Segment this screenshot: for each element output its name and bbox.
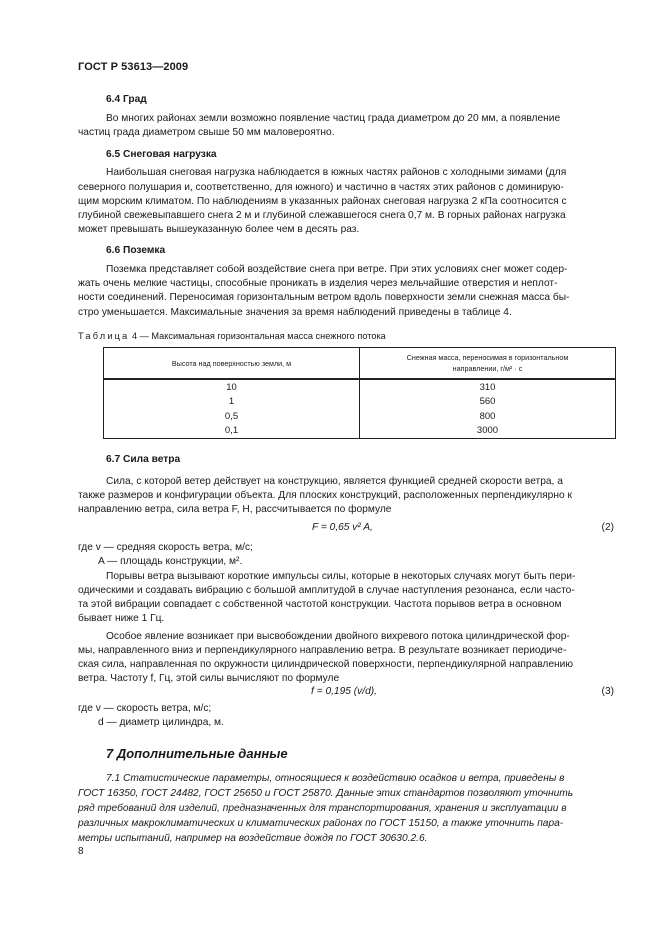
where-line: A — площадь конструкции, м².: [98, 556, 243, 567]
formula-2: F = 0,65 v² A,: [312, 522, 373, 533]
table-row: [104, 424, 616, 439]
equation-number-3: (3): [601, 686, 614, 697]
table-header-line: Снежная масса, переносимая в горизонтальном: [406, 353, 569, 362]
table-cell: 800: [360, 409, 616, 424]
text-line: направлению ветра, сила ветра F, Н, рассчитывается по формуле: [78, 504, 392, 515]
text-line: ряд требований для изделий, предназначенных для транспортирования, хранения и эксплуатации в: [78, 803, 567, 814]
text-line: жать очень мелкие частицы, способные проникать в изделия через мельчайшие отверстия и неплот-: [78, 278, 558, 289]
text-line: 7.1 Статистические параметры, относящиеся к воздействию осадков и ветра, приведены в: [106, 773, 565, 784]
table-cell: 10: [104, 380, 360, 395]
table-row: [104, 409, 616, 424]
table-cell: 3000: [360, 424, 616, 439]
section-6-5-title: 6.5 Снеговая нагрузка: [106, 149, 217, 160]
section-6-7-title: 6.7 Сила ветра: [106, 454, 181, 465]
table-header-snow-mass: [360, 348, 616, 380]
text-line: метры испытаний, например на воздействие дождя по ГОСТ 30630.2.6.: [78, 833, 428, 844]
text-line: Поземка представляет собой воздействие снега при ветре. При этих условиях снег может содер-: [106, 264, 568, 275]
text-line: Сила, с которой ветер действует на конструкцию, является функцией средней скорости ветра, а: [106, 476, 563, 487]
table-cell: 1: [104, 395, 360, 410]
text-line: частиц града диаметром свыше 50 мм маловероятно.: [78, 127, 335, 138]
text-line: одическими и создавать вибрацию с большой амплитудой в случае наступления резонанса, если часто-: [78, 585, 575, 596]
snow-flow-table: [103, 347, 616, 439]
text-line: ГОСТ 16350, ГОСТ 24482, ГОСТ 25650 и ГОСТ 25870. Данные этих стандартов позволяют уточнить: [78, 788, 574, 799]
table-cell: 0,5: [104, 409, 360, 424]
text-line: ская сила, направленная по окружности цилиндрической поверхности, перпендикулярной направлению: [78, 659, 573, 670]
table-cell: 310: [360, 380, 616, 395]
document-header: ГОСТ Р 53613—2009: [78, 61, 189, 73]
text-line: бывает ниже 1 Гц.: [78, 613, 165, 624]
table-cell: 0,1: [104, 424, 360, 439]
table-caption-text: 4 — Максимальная горизонтальная масса снежного потока: [129, 331, 386, 341]
section-6-4-title: 6.4 Град: [106, 94, 147, 105]
where-line: где v — скорость ветра, м/с;: [78, 703, 212, 714]
text-line: глубиной свежевыпавшего снега 2 м и глубиной слежавшегося снега 0,7 м. В горных районах нагрузка: [78, 210, 566, 221]
table-caption-word: Таблица: [78, 331, 130, 341]
text-line: также размеров и конфигурации объекта. Для плоских конструкций, расположенных перпендикулярно к: [78, 490, 572, 501]
table-header-line: направлении, г/м² · с: [452, 364, 523, 373]
section-6-6-title: 6.6 Поземка: [106, 245, 166, 256]
text-line: Порывы ветра вызывают короткие импульсы силы, которые в некоторых случаях могут быть пери-: [106, 571, 576, 582]
text-line: различных макроклиматических и климатических районах по ГОСТ 15150, а также уточнить пара-: [78, 818, 564, 829]
table-row: [104, 395, 616, 410]
where-line: d — диаметр цилиндра, м.: [98, 717, 224, 728]
equation-number-2: (2): [601, 522, 614, 533]
text-line: Во многих районах земли возможно появление частиц града диаметром до 20 мм, а появление: [106, 113, 561, 124]
where-line: где v — средняя скорость ветра, м/с;: [78, 542, 253, 553]
section-7-title: 7 Дополнительные данные: [106, 746, 288, 761]
text-line: стро уменьшается. Максимальные значения за время наблюдений приведены в таблице 4.: [78, 307, 512, 318]
text-line: мы, направленного вниз и перпендикулярного направлению ветра. В результате возникает периодиче-: [78, 645, 567, 656]
table-cell: 560: [360, 395, 616, 410]
text-line: ветра. Частоту f, Гц, этой силы вычисляют по формуле: [78, 673, 340, 684]
text-line: может превышать вышеуказанную более чем в десять раз.: [78, 224, 360, 235]
table-row: [104, 380, 616, 395]
table-caption: [78, 331, 386, 341]
text-line: Наибольшая снеговая нагрузка наблюдается в южных частях районов с холодными зимами (для: [106, 167, 567, 178]
formula-3: f = 0,195 (v/d),: [311, 686, 377, 697]
text-line: Особое явление возникает при высвобождении двойного вихревого потока цилиндрической фор-: [106, 631, 570, 642]
text-line: северного полушария и, соответственно, для южного) и частично в частях этих районов с доминирую-: [78, 182, 564, 193]
text-line: ности соединений. Переносимая горизонтальным ветром вдоль поверхности земли снежная масса бы-: [78, 292, 570, 303]
text-line: та этой вибрации совпадает с собственной частотой конструкции. Частота порывов ветра в основном: [78, 599, 562, 610]
table-header-height: Высота над поверхностью земли, м: [104, 348, 360, 380]
page-number: 8: [78, 846, 84, 857]
text-line: щим морским климатом. По наблюдениям в указанных районах снеговая нагрузка 2 кПа соотносится с: [78, 196, 567, 207]
